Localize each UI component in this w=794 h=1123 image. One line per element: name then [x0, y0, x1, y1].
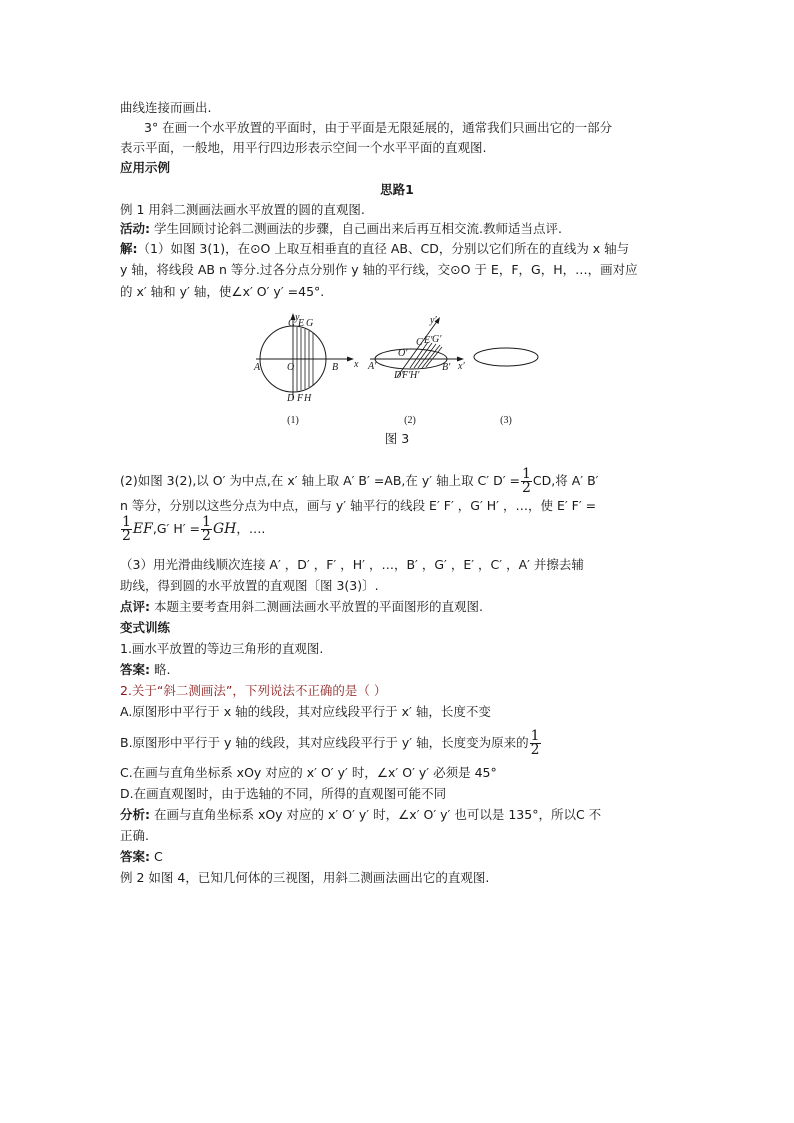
figure-3-diagram	[250, 312, 550, 428]
section-heading: 应用示例	[120, 160, 171, 175]
point-label-c: C	[288, 318, 295, 329]
fraction-one-half	[201, 516, 212, 543]
denominator: 2	[202, 528, 211, 544]
subsection-heading: 思路1	[380, 182, 414, 197]
figure-3-2-oblique	[367, 315, 465, 426]
answer-label: 答案:	[120, 662, 150, 677]
text-line: 表示平面，一般地，用平行四边形表示空间一个水平平面的直观图.	[120, 140, 487, 155]
activity-text: 学生回顾讨论斜二测画法的步骤，自己画出来后再互相交流.教师适当点评.	[150, 221, 562, 236]
answer-1-line	[120, 661, 170, 679]
axis-label-x-prime: x′	[458, 361, 465, 372]
denominator: 2	[522, 480, 531, 496]
figure-caption-3: (3)	[500, 415, 512, 426]
figure-3-1-circle	[253, 312, 359, 426]
point-label-o-prime: O′	[398, 348, 408, 359]
option-c: C.在画与直角坐标系 xOy 对应的 x′ O′ y′ 时，∠x′ O′ y′ 必须是 45°	[120, 765, 497, 780]
point-label-c-prime: C′	[416, 337, 425, 348]
answer-label: 答案:	[120, 849, 150, 864]
point-label-d: D	[287, 393, 295, 404]
point-label-g: G	[306, 318, 314, 329]
point-label-h-prime: H′	[410, 370, 420, 381]
point-label-f: F	[297, 393, 304, 404]
figure-caption-2: (2)	[404, 415, 416, 426]
point-label-a-prime: A′	[368, 361, 377, 372]
activity-line	[120, 220, 562, 238]
point-label-o: O	[287, 362, 295, 373]
solution-line	[120, 240, 629, 258]
point-label-f-prime: F′	[402, 370, 411, 381]
text-line: 助线，得到圆的水平放置的直观图〔图 3(3)〕.	[120, 578, 379, 593]
point-label-e-prime: E′	[424, 335, 433, 346]
point-label-d-prime: D′	[394, 370, 404, 381]
text-segment: ,G′ H′ =	[152, 521, 201, 536]
solution-text: （1）如图 3(1)，在⊙O 上取互相垂直的直径 AB、CD，分别以它们所在的直线为 x 轴与	[137, 241, 630, 256]
text-segment: (2)如图 3(2),以 O′ 为中点,在 x′ 轴上取 A′ B′ =AB,在 y′ 轴上取 C′ D′ =	[120, 473, 520, 488]
point-label-e: E	[298, 318, 305, 329]
answer-2-line	[120, 848, 163, 866]
point-label-b: B	[332, 362, 339, 373]
fraction-one-half	[521, 468, 532, 495]
numerator: 1	[122, 514, 131, 530]
text-line: （3）用光滑曲线顺次连接 A′ ，D′ ，F′ ，H′ ，…，B′ ，G′ ，E′ ，C′ ，A′ 并擦去辅	[120, 557, 584, 572]
option-d: D.在画直观图时，由于选轴的不同，所得的直观图可能不同	[120, 786, 447, 801]
math-ef: EF	[132, 521, 153, 537]
numerator: 1	[522, 466, 531, 482]
option-b-line	[120, 730, 542, 757]
text-segment: CD,将 A′ B′	[532, 473, 599, 488]
point-label-b-prime: B′	[442, 362, 451, 373]
text-line: y 轴，将线段 AB n 等分.过各分点分别作 y 轴的平行线，交⊙O 于 E，F，G，H，…，画对应	[120, 262, 638, 277]
review-label: 点评:	[120, 599, 150, 614]
example-1-title: 例 1 用斜二测画法画水平放置的圆的直观图.	[120, 202, 365, 217]
math-gh: GH	[212, 521, 237, 537]
denominator: 2	[530, 742, 540, 758]
analysis-line	[120, 806, 601, 824]
analysis-text: 在画与直角坐标系 xOy 对应的 x′ O′ y′ 时，∠x′ O′ y′ 也可以是 135°，所以C 不	[150, 807, 602, 822]
fraction-one-half	[530, 730, 541, 757]
text-line: n 等分，分别以这些分点为中点，画与 y′ 轴平行的线段 E′ F′ ，G′ H′ ，…，使 E′ F′ =	[120, 498, 597, 513]
text-line: 3° 在画一个水平放置的平面时，由于平面是无限延展的，通常我们只画出它的一部分	[144, 120, 613, 135]
figure-title: 图 3	[384, 431, 410, 446]
text-segment: ，….	[236, 521, 266, 536]
step-2-formula-line	[120, 516, 265, 543]
numerator: 1	[202, 514, 211, 530]
step-2-line	[120, 468, 599, 495]
activity-label: 活动:	[120, 221, 150, 236]
analysis-label: 分析:	[120, 807, 150, 822]
axis-label-y-prime: y′	[430, 315, 437, 326]
text-line: 的 x′ 轴和 y′ 轴，使∠x′ O′ y′ =45°.	[120, 284, 325, 299]
fraction-one-half	[121, 516, 132, 543]
answer-text: C	[150, 849, 163, 864]
point-label-a: A	[254, 362, 261, 373]
example-2-title: 例 2 如图 4，已知几何体的三视图，用斜二测画法画出它的直观图.	[120, 870, 490, 885]
numerator: 1	[530, 728, 540, 744]
figure-3-3-ellipse	[474, 348, 538, 426]
question-1: 1.画水平放置的等边三角形的直观图.	[120, 641, 324, 656]
axis-label-x: x	[354, 359, 359, 370]
option-b: B.原图形中平行于 y 轴的线段，其对应线段平行于 y′ 轴，长度变为原来的	[120, 735, 529, 750]
question-2: 2.关于“斜二测画法”，下列说法不正确的是（ ）	[120, 683, 387, 698]
option-a: A.原图形中平行于 x 轴的线段，其对应线段平行于 x′ 轴，长度不变	[120, 704, 491, 719]
text-line: 正确.	[120, 828, 149, 843]
denominator: 2	[122, 528, 131, 544]
review-line	[120, 598, 483, 616]
solution-label: 解:	[120, 241, 138, 256]
review-text: 本题主要考查用斜二测画法画水平放置的平面图形的直观图.	[150, 599, 483, 614]
axis-label-y: y	[295, 312, 300, 323]
answer-text: 略.	[150, 662, 171, 677]
text-line: 曲线连接而画出.	[120, 100, 212, 115]
section-heading: 变式训练	[120, 620, 171, 635]
point-label-g-prime: G′	[432, 334, 442, 345]
point-label-h: H	[304, 393, 312, 404]
figure-caption-1: (1)	[287, 415, 299, 426]
